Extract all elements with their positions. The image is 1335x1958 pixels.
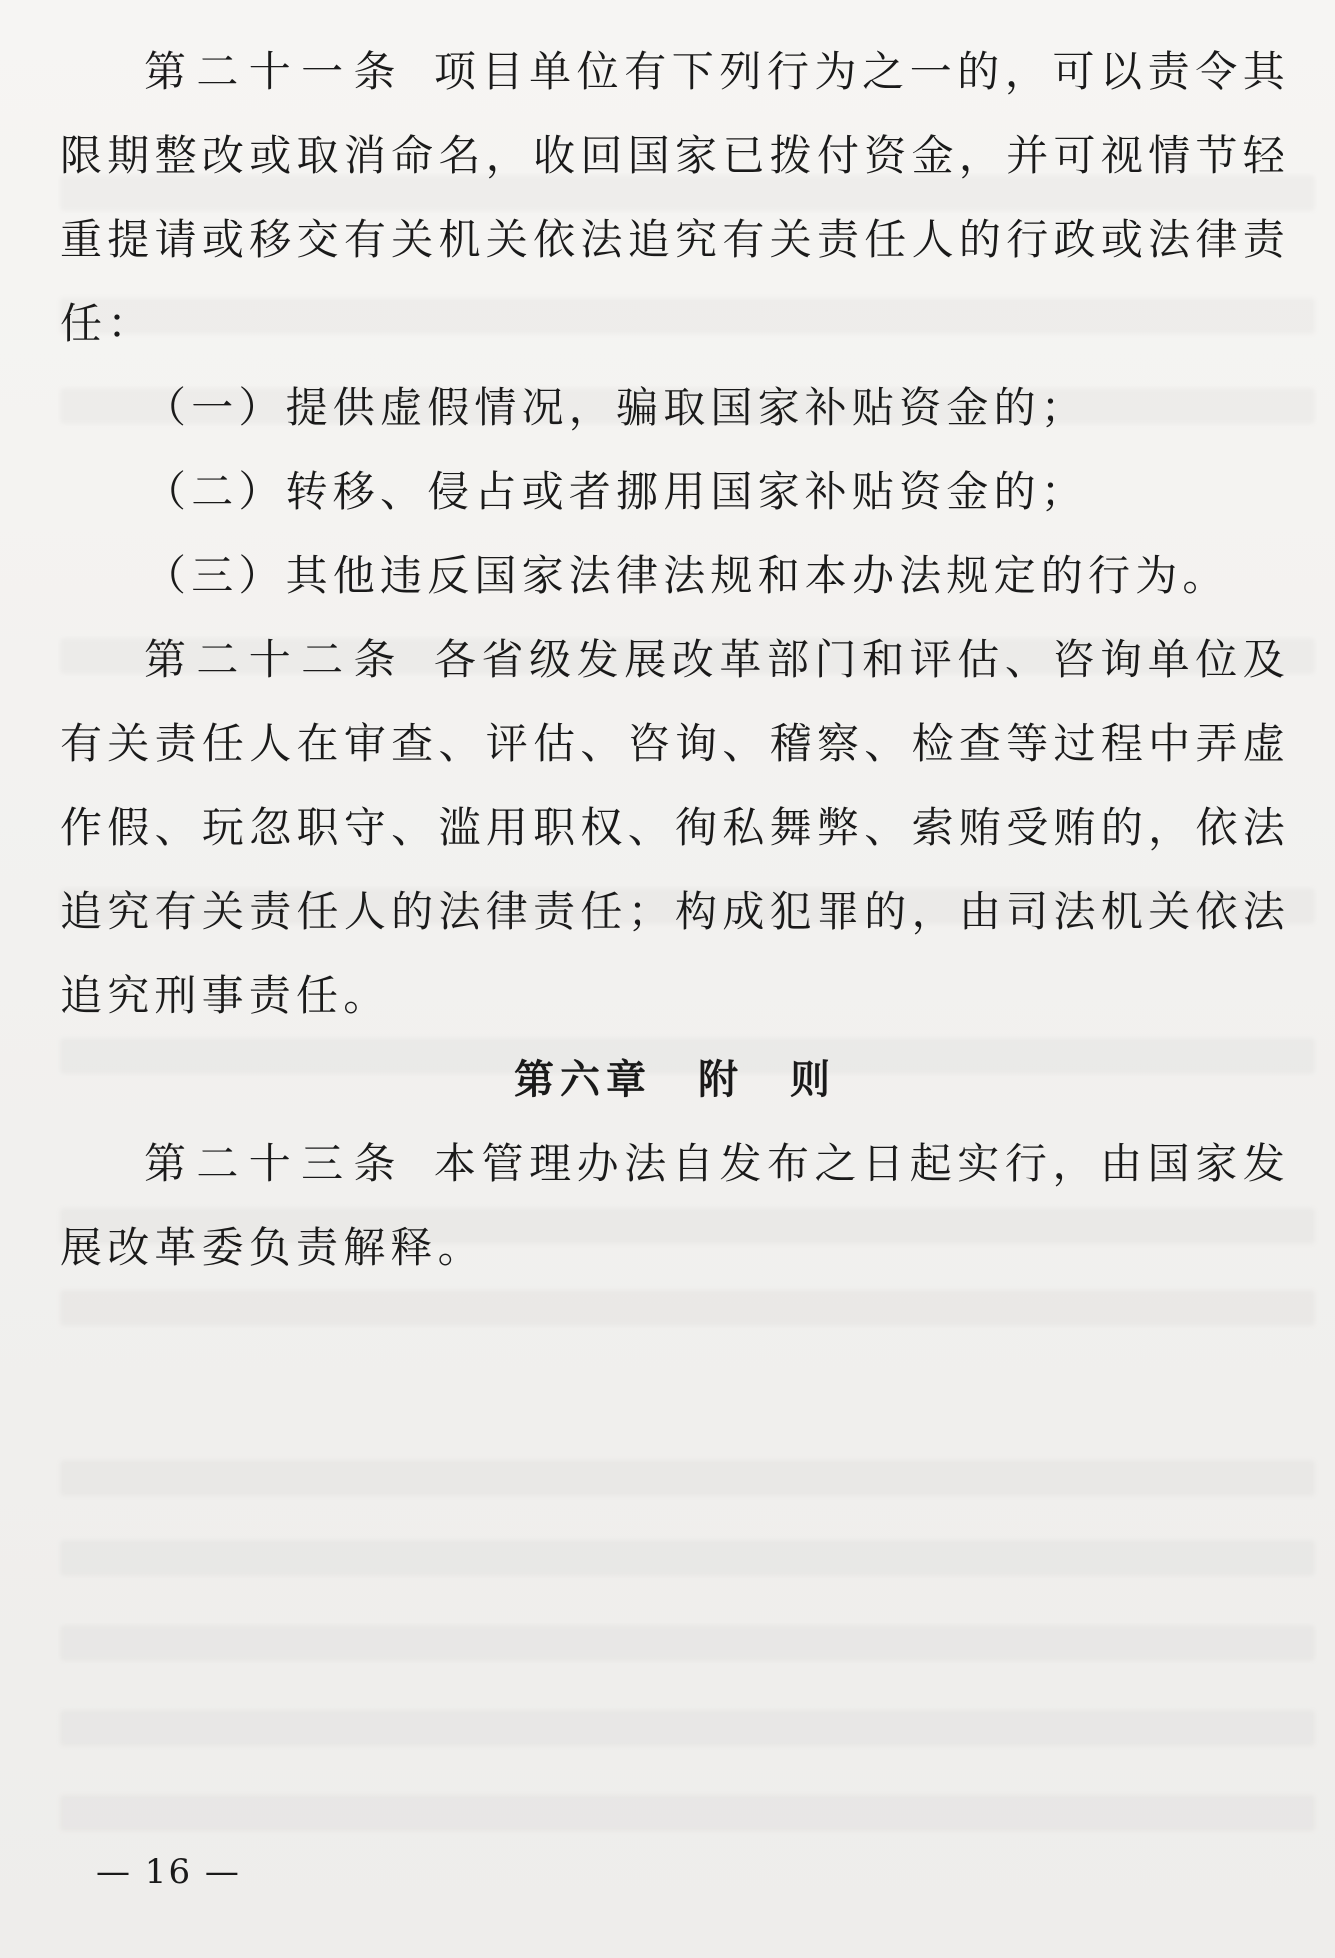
article-23-title: 第二十三条 [144,1139,406,1188]
article-21-item-3: （三）其他违反国家法律法规和本办法规定的行为。 [144,551,1230,600]
chapter-6-title-part1: 附 [698,1057,744,1103]
page-number: — 16 — [96,1852,241,1892]
article-21-body: 项目单位有下列行为之一的，可以责令其限期整改或取消命名，收回国家已拨付资金，并可视情节轻重提请或移交有关机关依法追究有关责任人的行政或法律责任： [60,47,1290,348]
bleed-through-line [60,1795,1315,1831]
bleed-through-line [60,1460,1315,1496]
article-21-paragraph [60,30,1290,366]
bleed-through-line [60,1290,1315,1326]
article-22-title: 第二十二条 [144,635,406,684]
bleed-through-line [60,1710,1315,1746]
article-23-body: 本管理办法自发布之日起实行，由国家发展改革委负责解释。 [60,1139,1290,1272]
article-21-item-2: （二）转移、侵占或者挪用国家补贴资金的； [144,467,1089,516]
article-22-body: 各省级发展改革部门和评估、咨询单位及有关责任人在审查、评估、咨询、稽察、检查等过程中弄虚作假、玩忽职守、滥用职权、徇私舞弊、索贿受贿的，依法追究有关责任人的法律责任；构成犯罪的，由司法机关依法追究刑事责任。 [60,635,1290,1020]
document-body [60,30,1290,1290]
article-21-item-1: （一）提供虚假情况，骗取国家补贴资金的； [144,383,1089,432]
article-23-paragraph [60,1122,1290,1290]
bleed-through-line [60,1540,1315,1576]
chapter-6-title-part2: 则 [790,1057,836,1103]
article-21-title: 第二十一条 [144,47,406,96]
article-22-paragraph [60,618,1290,1038]
chapter-6-heading [60,1038,1290,1122]
chapter-6-number: 第六章 [514,1057,652,1103]
bleed-through-line [60,1625,1315,1661]
